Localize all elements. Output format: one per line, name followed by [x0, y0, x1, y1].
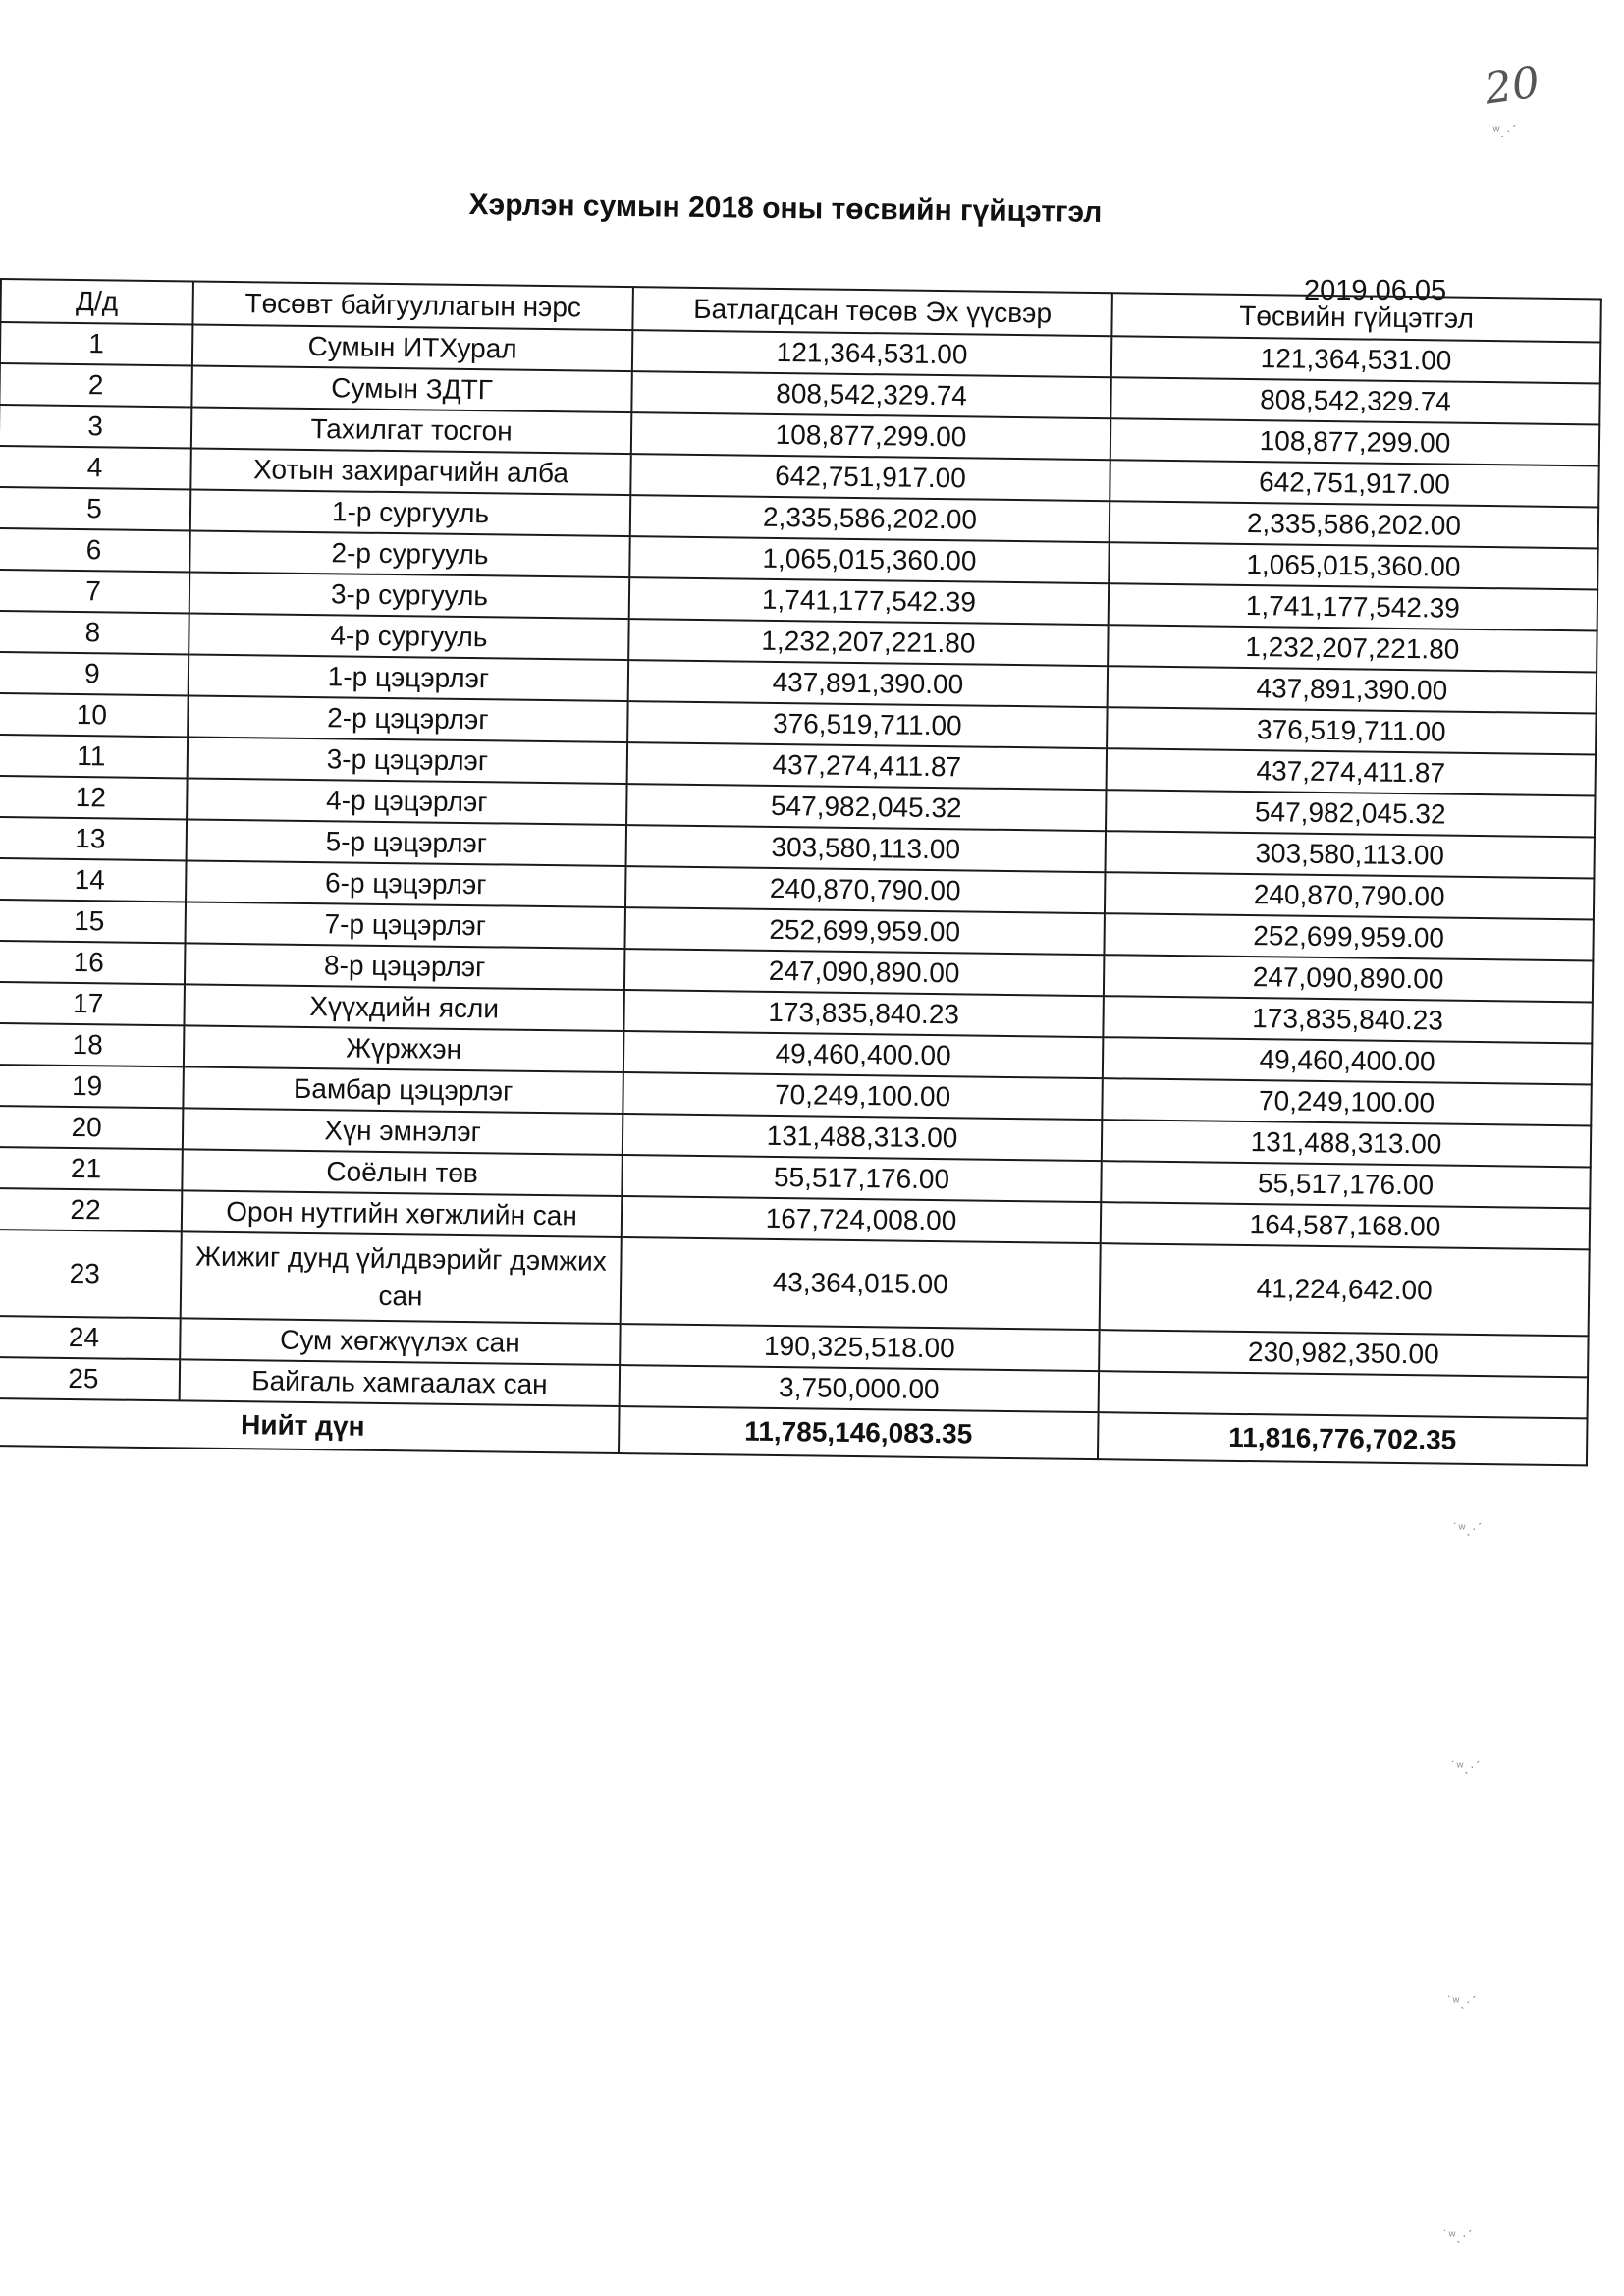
- row-approved: 121,364,531.00: [632, 330, 1111, 377]
- row-organization: 3-р сургууль: [189, 572, 629, 619]
- row-index: 14: [0, 858, 187, 902]
- row-approved: 3,750,000.00: [620, 1365, 1099, 1412]
- row-index: 20: [0, 1106, 183, 1149]
- document-title: Хэрлэн сумын 2018 оны төсвийн гүйцэтгэл: [468, 189, 1103, 229]
- row-index: 6: [0, 528, 190, 572]
- row-organization: 1-р цэцэрлэг: [189, 654, 628, 701]
- header-organization-name: Төсөвт байгууллагын нэрс: [192, 281, 633, 330]
- row-index: 13: [0, 817, 187, 860]
- row-organization: Жүржхэн: [184, 1025, 623, 1072]
- total-label: Нийт дүн: [0, 1398, 620, 1453]
- scan-mark: ˙ʷˎ·ˊ: [1443, 2227, 1474, 2243]
- row-organization: 2-р цэцэрлэг: [188, 695, 627, 742]
- row-approved: 43,364,015.00: [621, 1237, 1101, 1330]
- row-index: 23: [0, 1230, 182, 1318]
- row-approved: 1,741,177,542.39: [629, 577, 1109, 625]
- row-executed: 252,699,959.00: [1104, 913, 1593, 960]
- row-approved: 167,724,008.00: [622, 1196, 1101, 1243]
- row-index: 24: [0, 1316, 181, 1359]
- row-organization: 2-р сургууль: [189, 530, 629, 577]
- row-index: 21: [0, 1147, 183, 1190]
- report-date: 2019.06.05: [1304, 275, 1447, 306]
- row-executed: 230,982,350.00: [1099, 1330, 1588, 1377]
- row-executed: 1,065,015,360.00: [1109, 542, 1597, 589]
- row-executed: 2,335,586,202.00: [1110, 501, 1598, 548]
- row-executed: 642,751,917.00: [1110, 460, 1598, 507]
- row-organization: 6-р цэцэрлэг: [186, 860, 625, 907]
- row-organization: 3-р цэцэрлэг: [188, 737, 627, 784]
- row-organization: Соёлын төв: [182, 1149, 622, 1196]
- row-executed: 247,090,890.00: [1104, 955, 1593, 1002]
- row-approved: 49,460,400.00: [623, 1031, 1103, 1078]
- row-executed: 437,891,390.00: [1108, 666, 1597, 713]
- row-index: 11: [0, 735, 188, 778]
- row-approved: 547,982,045.32: [626, 784, 1106, 831]
- scan-mark: ˙ʷˎ·ˊ: [1488, 122, 1518, 137]
- row-approved: 303,580,113.00: [626, 825, 1106, 872]
- row-approved: 108,877,299.00: [631, 412, 1110, 460]
- row-index: 5: [0, 487, 190, 530]
- row-executed: 131,488,313.00: [1102, 1120, 1591, 1167]
- row-executed: 303,580,113.00: [1105, 831, 1594, 878]
- row-executed: 1,232,207,221.80: [1108, 625, 1597, 672]
- row-organization: Хүн эмнэлэг: [183, 1108, 623, 1155]
- row-organization: Жижиг дунд үйлдвэрийг дэмжих сан: [181, 1231, 622, 1324]
- row-index: 7: [0, 570, 189, 613]
- row-executed: 164,587,168.00: [1101, 1202, 1590, 1249]
- row-organization: Байгаль хамгаалах сан: [180, 1359, 620, 1406]
- row-index: 8: [0, 611, 189, 654]
- row-approved: 247,090,890.00: [624, 949, 1104, 996]
- row-executed: 55,517,176.00: [1101, 1161, 1590, 1208]
- row-approved: 240,870,790.00: [625, 866, 1105, 913]
- header-budget-execution: Төсвийн гүйцэтгэл: [1111, 293, 1601, 342]
- row-approved: 252,699,959.00: [624, 907, 1104, 955]
- row-organization: Сум хөгжүүлэх сан: [180, 1318, 620, 1365]
- header-approved-budget: Батлагдсан төсөв Эх үүсвэр: [632, 287, 1112, 336]
- total-executed: 11,816,776,702.35: [1098, 1412, 1588, 1465]
- row-approved: 1,065,015,360.00: [629, 536, 1109, 583]
- table-body: [0, 322, 1600, 1465]
- total-approved: 11,785,146,083.35: [619, 1406, 1099, 1459]
- row-organization: 1-р сургууль: [190, 489, 630, 536]
- row-executed: 1,741,177,542.39: [1109, 583, 1597, 630]
- row-index: 19: [0, 1065, 184, 1108]
- row-executed: 49,460,400.00: [1103, 1037, 1592, 1084]
- scan-mark: ˙ʷˎ·ˊ: [1451, 1758, 1482, 1774]
- row-organization: 7-р цэцэрлэг: [186, 902, 625, 949]
- row-approved: 1,232,207,221.80: [628, 619, 1108, 666]
- row-organization: 4-р цэцэрлэг: [187, 778, 626, 825]
- row-organization: 4-р сургууль: [189, 613, 628, 660]
- row-executed: 70,249,100.00: [1102, 1078, 1591, 1125]
- row-approved: 131,488,313.00: [623, 1114, 1102, 1161]
- row-index: 2: [0, 363, 192, 407]
- row-approved: 642,751,917.00: [630, 454, 1110, 501]
- row-organization: Хотын захирагчийн алба: [190, 448, 630, 495]
- row-approved: 190,325,518.00: [620, 1324, 1099, 1371]
- row-executed: 108,877,299.00: [1110, 418, 1599, 465]
- row-index: 16: [0, 941, 186, 984]
- page-number: 20: [1481, 57, 1543, 115]
- scan-mark: ˙ʷˎ·ˊ: [1447, 1994, 1478, 2009]
- row-approved: 376,519,711.00: [627, 701, 1107, 748]
- row-index: 12: [0, 776, 188, 819]
- row-organization: Сумын ИТХурал: [192, 324, 632, 371]
- header-index: Д/д: [0, 279, 193, 324]
- row-organization: Хүүхдийн ясли: [184, 984, 623, 1031]
- row-executed: 547,982,045.32: [1106, 790, 1595, 837]
- row-organization: 5-р цэцэрлэг: [187, 819, 626, 866]
- row-organization: Бамбар цэцэрлэг: [183, 1066, 623, 1114]
- row-approved: 55,517,176.00: [622, 1155, 1101, 1202]
- row-organization: 8-р цэцэрлэг: [185, 943, 624, 990]
- row-approved: 808,542,329.74: [631, 371, 1110, 418]
- budget-table-container: [0, 278, 1600, 1466]
- row-approved: 437,891,390.00: [628, 660, 1108, 707]
- row-index: 17: [0, 982, 185, 1025]
- row-executed: 173,835,840.23: [1103, 996, 1592, 1043]
- row-executed: 376,519,711.00: [1107, 707, 1596, 754]
- row-approved: 437,274,411.87: [627, 742, 1107, 790]
- budget-table: [0, 278, 1602, 1466]
- row-executed: 121,364,531.00: [1111, 336, 1600, 383]
- row-index: 25: [0, 1357, 180, 1400]
- row-executed: [1099, 1371, 1588, 1418]
- row-index: 3: [0, 405, 191, 448]
- row-index: 10: [0, 693, 189, 737]
- scan-mark: ˙ʷˎ·ˊ: [1453, 1520, 1484, 1536]
- row-index: 9: [0, 652, 189, 695]
- row-executed: 437,274,411.87: [1107, 748, 1596, 795]
- row-executed: 240,870,790.00: [1105, 872, 1594, 919]
- row-index: 4: [0, 446, 191, 489]
- row-index: 1: [0, 322, 192, 365]
- row-organization: Тахилгат тосгон: [191, 407, 631, 454]
- row-organization: Орон нутгийн хөгжлийн сан: [182, 1190, 622, 1237]
- row-organization: Сумын ЗДТГ: [191, 365, 631, 412]
- row-index: 15: [0, 900, 186, 943]
- row-approved: 173,835,840.23: [623, 990, 1103, 1037]
- row-executed: 808,542,329.74: [1110, 377, 1599, 424]
- row-executed: 41,224,642.00: [1100, 1243, 1590, 1336]
- row-approved: 70,249,100.00: [623, 1072, 1102, 1120]
- row-approved: 2,335,586,202.00: [630, 495, 1110, 542]
- row-index: 22: [0, 1188, 182, 1231]
- row-index: 18: [0, 1023, 184, 1066]
